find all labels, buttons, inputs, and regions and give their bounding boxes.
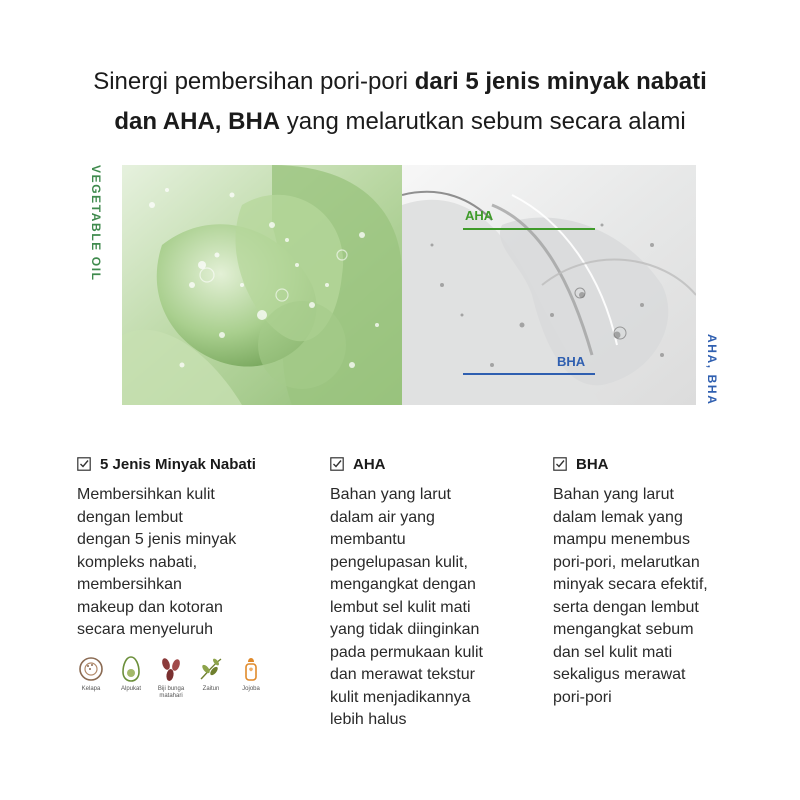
feature-header (77, 452, 302, 476)
checkbox-icon (330, 457, 344, 471)
sunflower-seed-icon (157, 655, 185, 683)
feature-description: Bahan yang larut dalam lemak yang mampu menembus pori-pori, melarutkan minyak secara efektif, serta dengan lembut mengangkat sebum dan sel kulit mati sekaligus merawat pori-pori (553, 486, 708, 706)
ingredient-label: Alpukat (120, 686, 141, 692)
feature-header (553, 452, 753, 476)
bha-marker-label: BHA (557, 354, 586, 369)
headline-line-1 (0, 62, 800, 102)
aha-marker-line (463, 228, 595, 230)
checkbox-icon (77, 457, 91, 471)
feature-bha (553, 452, 753, 709)
aha-bha-photo (402, 165, 696, 405)
coconut-icon (77, 655, 105, 683)
feature-title: 5 Jenis Minyak Nabati (100, 455, 256, 473)
ingredient-jojoba (231, 655, 271, 693)
aha-bha-label: AHA, BHA (705, 334, 719, 406)
ingredient-label: Zaitun (202, 686, 220, 692)
feature-aha (330, 452, 530, 732)
headline-line-1-regular: Sinergi pembersihan pori-pori (93, 68, 415, 95)
feature-title: AHA (353, 455, 386, 473)
vegetable-oil-label: VEGETABLE OIL (89, 165, 103, 282)
feature-header (330, 452, 530, 476)
jojoba-icon (237, 655, 265, 683)
headline-line-1-bold: dari 5 jenis minyak nabati (414, 68, 707, 95)
feature-description: Bahan yang larut dalam air yang membantu pengelupasan kulit, mengangkat dengan lembut sel kulit mati yang tidak diinginkan pada permukaan kulit dan merawat tekstur kulit menjadikannya lebih halus (330, 486, 483, 728)
aha-marker-label: AHA (465, 208, 494, 223)
feature-title: BHA (576, 455, 609, 473)
ingredient-olive (191, 655, 231, 693)
vegetable-oil-photo (122, 165, 402, 405)
ingredient-label: Kelapa (81, 686, 101, 692)
ingredient-icons (71, 655, 271, 715)
ingredient-label: Jojoba (242, 686, 260, 692)
avocado-icon (117, 655, 145, 683)
checkbox-icon (553, 457, 567, 471)
headline-line-2 (0, 102, 800, 142)
headline (0, 62, 800, 142)
headline-line-2-regular: yang melarutkan sebum secara alami (280, 108, 686, 135)
olive-icon (197, 655, 225, 683)
headline-line-2-bold: dan AHA, BHA (114, 108, 281, 135)
ingredient-sunflower-seed (151, 655, 191, 700)
feature-description: Membersihkan kulit dengan lembut dengan 5 jenis minyak kompleks nabati, membersihkan makeup dan kotoran secara menyeluruh (77, 486, 237, 638)
bha-marker-line (463, 373, 595, 375)
feature-vegetable-oil (77, 452, 302, 642)
ingredient-coconut (71, 655, 111, 693)
ingredient-avocado (111, 655, 151, 693)
ingredient-label: Biji bunga matahari (157, 686, 185, 699)
